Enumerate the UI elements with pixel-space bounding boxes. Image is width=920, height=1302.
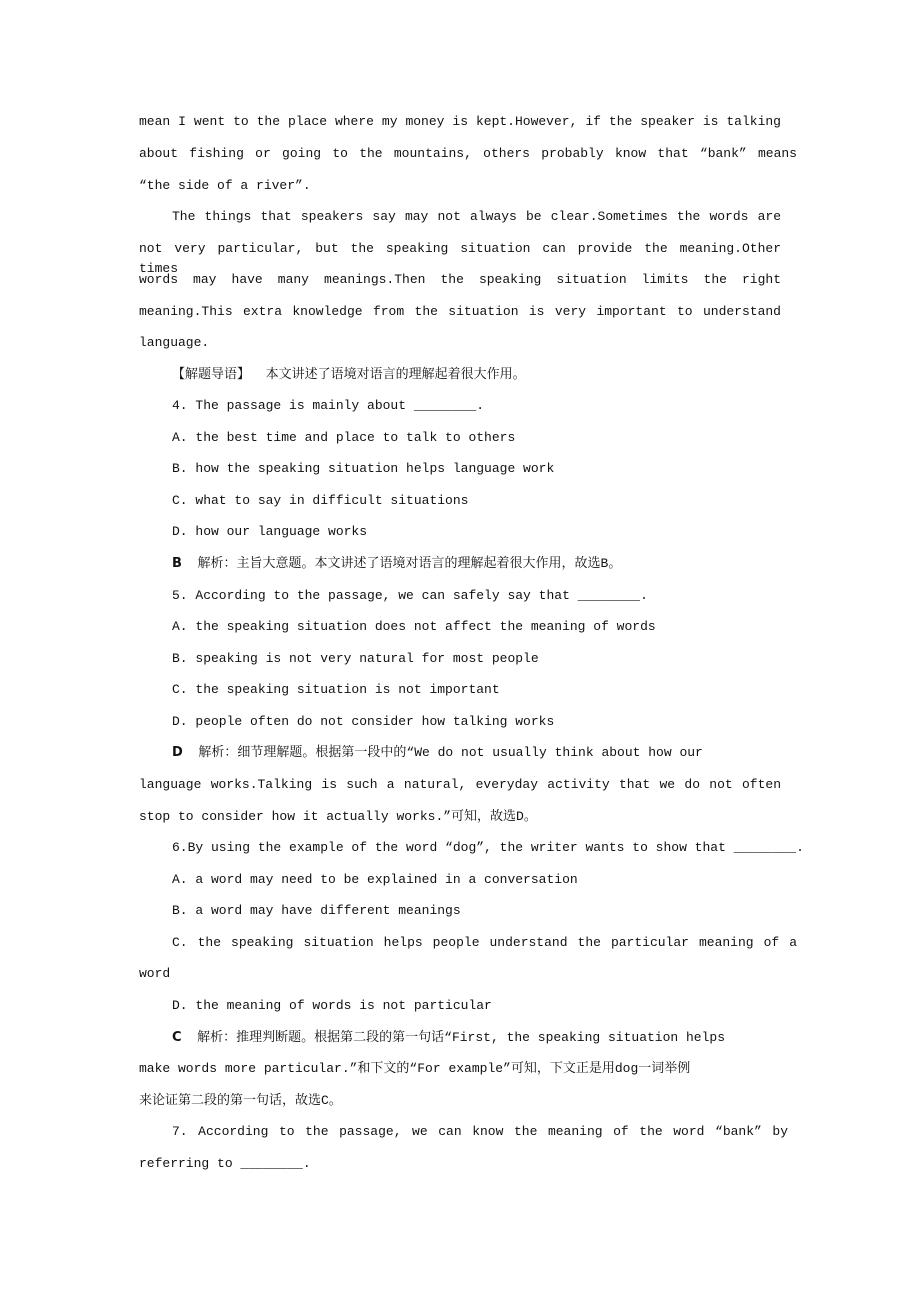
option: A. the best time and place to talk to others (172, 430, 516, 445)
passage-line: mean I went to the place where my money is kept.However, if the speaker is talking (139, 114, 781, 129)
analysis-text: make words more particular.”和下文的“For example”可知，下文正是用dog一词举例 (139, 1061, 691, 1076)
option: D. people often do not consider how talking works (172, 714, 555, 729)
analysis-text: 解析：细节理解题。根据第一段中的“We do not usually think about how our (198, 745, 703, 760)
question-stem: 5. According to the passage, we can safely say that ________. (172, 588, 648, 603)
analysis-text: 来论证第二段的第一句话，故选C。 (139, 1093, 342, 1108)
option: C. what to say in difficult situations (172, 493, 469, 508)
answer-line (172, 554, 621, 574)
option: B. speaking is not very natural for most people (172, 651, 539, 666)
passage-line: meaning.This extra knowledge from the situation is very important to understand (139, 304, 781, 319)
question-stem: referring to ________. (139, 1156, 311, 1171)
guide-text: 本文讲述了语境对语言的理解起着很大作用。 (265, 367, 526, 382)
option: A. a word may need to be explained in a conversation (172, 872, 578, 887)
passage-line: words may have many meanings.Then the speaking situation limits the right (139, 272, 781, 287)
option: C. the speaking situation is not important (172, 682, 500, 697)
option: B. how the speaking situation helps language work (172, 461, 555, 476)
question-stem: 4. The passage is mainly about ________. (172, 398, 485, 413)
answer-letter: B (172, 556, 182, 571)
option: A. the speaking situation does not affect the meaning of words (172, 619, 656, 634)
passage-line: not very particular, but the speaking situation can provide the meaning.Other times (139, 241, 781, 276)
passage-line: The things that speakers say may not always be clear.Sometimes the words are (172, 209, 781, 224)
question-stem: 7. According to the passage, we can know the meaning of the word “bank” by (172, 1124, 788, 1139)
answer-letter: D (172, 745, 183, 760)
option: C. the speaking situation helps people understand the particular meaning of a (172, 935, 797, 950)
option: B. a word may have different meanings (172, 903, 461, 918)
passage-line: “the side of a river”. (139, 178, 311, 193)
answer-letter: C (172, 1030, 182, 1045)
option: D. the meaning of words is not particular (172, 998, 492, 1013)
analysis-text: 解析：推理判断题。根据第二段的第一句话“First, the speaking situation helps (197, 1030, 726, 1045)
passage-line: language. (139, 335, 210, 350)
guide-label: 【解题导语】 (172, 367, 251, 382)
guide-line (172, 365, 526, 385)
answer-line (172, 1028, 725, 1048)
analysis-text: language works.Talking is such a natural, everyday activity that we do not often (139, 777, 781, 792)
passage-line: about fishing or going to the mountains, others probably know that “bank” means (139, 146, 797, 161)
analysis-text: 解析：主旨大意题。本文讲述了语境对语言的理解起着很大作用，故选B。 (197, 556, 622, 571)
option: word (139, 966, 171, 981)
option: D. how our language works (172, 524, 368, 539)
answer-line (172, 743, 703, 763)
analysis-text: stop to consider how it actually works.”可知，故选D。 (139, 809, 537, 824)
question-stem: 6.By using the example of the word “dog”, the writer wants to show that ________. (172, 840, 804, 855)
